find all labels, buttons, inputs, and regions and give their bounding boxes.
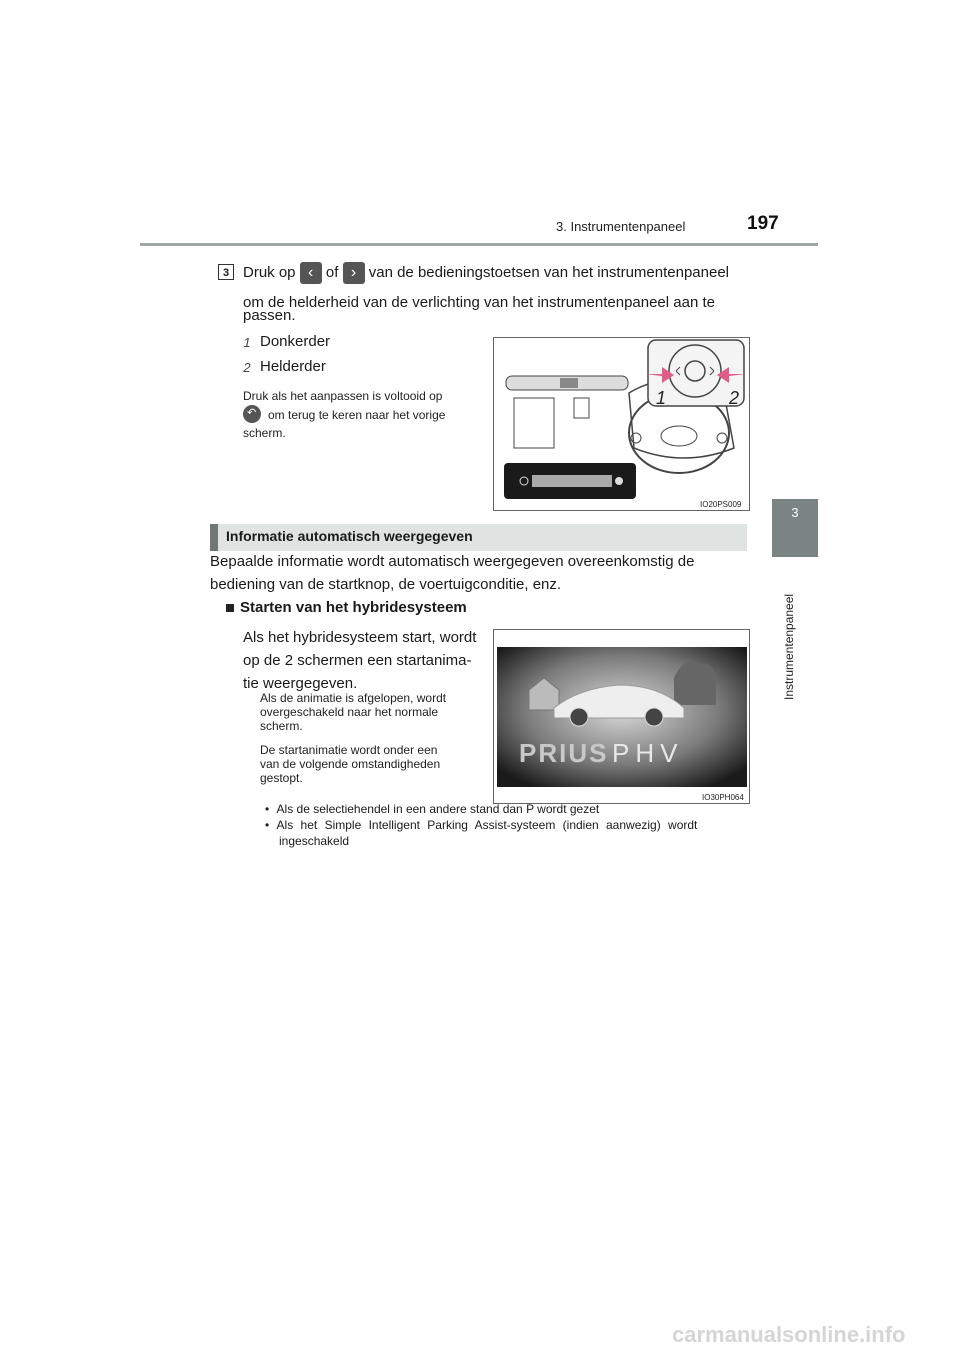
note1-line3: scherm. (260, 719, 303, 733)
para-line3: tie weergegeven. (243, 675, 358, 692)
step3-text-before: Druk op (243, 264, 296, 281)
step3-line3: passen. (243, 307, 296, 324)
item-label-darker: Donkerder (260, 333, 331, 350)
note1-line1: Als de animatie is afgelopen, wordt (260, 691, 447, 705)
step3-text-after: van de bedieningstoetsen van het instrumentenpaneel (368, 264, 729, 281)
section-intro-line1: Bepaalde informatie wordt automatisch weergegeven overeenkomstig de (210, 553, 695, 570)
watermark: carmanualsonline.info (672, 1322, 906, 1347)
back-button-icon: ↶ (243, 405, 261, 423)
instrument-panel-figure (493, 337, 750, 511)
step3-line1 (243, 262, 747, 284)
bullet-continuation: ingeschakeld (279, 834, 350, 848)
sub-heading-text: Starten van het hybridesysteem (240, 599, 467, 616)
list-item (265, 818, 747, 833)
bullet-dot: • (265, 802, 270, 816)
figure-callout-1: 1 (655, 388, 666, 408)
item-marker-1: 1 (243, 335, 251, 350)
step3-text-of: of (325, 264, 339, 281)
note2-line1: De startanimatie wordt onder een (260, 743, 438, 757)
para-line1: Als het hybridesysteem start, wordt (243, 629, 477, 646)
right-arrow-key-icon: › (343, 262, 365, 284)
svg-text:PRIUS: PRIUS (519, 738, 609, 768)
svg-text:PHV: PHV (612, 738, 684, 768)
item-label-brighter: Helderder (260, 358, 326, 375)
square-bullet-icon (226, 604, 234, 612)
left-arrow-key-icon: ‹ (300, 262, 322, 284)
step3-line2: om de helderheid van de verlichting van het instrumentenpaneel aan te (243, 294, 715, 311)
start-animation-figure (493, 629, 750, 804)
dashboard-illustration (494, 338, 749, 510)
header-rule (140, 243, 818, 246)
note-line3: scherm. (243, 426, 286, 440)
note1-line2: overgeschakeld naar het normale (260, 705, 439, 719)
bullet-dot: • (265, 818, 270, 832)
item-marker-2: 2 (243, 360, 251, 375)
chapter-tab-number: 3 (791, 505, 799, 520)
note2-line2: van de volgende omstandigheden (260, 757, 441, 771)
note-line2: om terug te keren naar het vorige (268, 408, 446, 422)
section-intro-line2: bediening van de startknop, de voertuigconditie, enz. (210, 576, 562, 593)
bullet-text: Als het Simple Intelligent Parking Assist-systeem (indien aanwezig) wordt (276, 818, 698, 832)
list-item (265, 802, 599, 817)
page-number: 197 (747, 213, 779, 234)
step-marker: 3 (218, 264, 234, 280)
bullet-text: Als de selectiehendel in een andere stand dan P wordt gezet (276, 802, 600, 816)
chapter-tab-label: Instrumentenpaneel (782, 593, 796, 700)
start-animation-illustration (494, 630, 749, 803)
note-line1: Druk als het aanpassen is voltooid op (243, 389, 443, 403)
section-header-accent (210, 524, 218, 551)
figure-code: IO30PH064 (702, 793, 744, 802)
note2-line3: gestopt. (260, 771, 303, 785)
running-header-chapter: 3. Instrumentenpaneel (556, 219, 686, 234)
figure-code: IO20PS009 (700, 500, 742, 509)
para-line2: op de 2 schermen een startanima- (243, 652, 472, 669)
figure-callout-2: 2 (728, 388, 739, 408)
section-title: Informatie automatisch weergegeven (226, 528, 473, 544)
sub-heading (226, 599, 467, 616)
